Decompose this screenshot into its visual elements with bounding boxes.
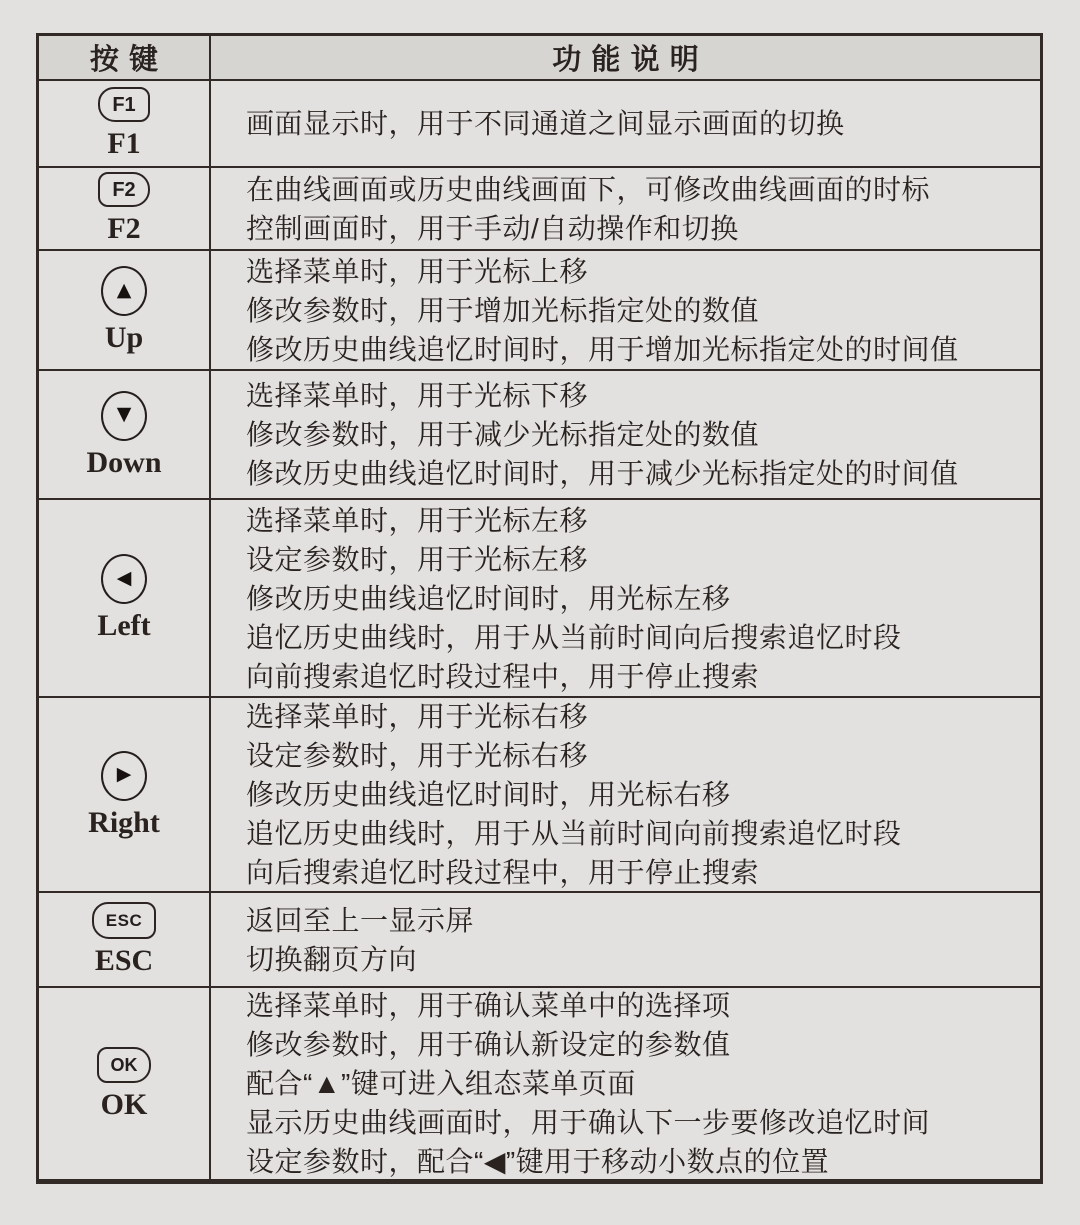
header-cell-key	[39, 36, 211, 79]
f2-key-cell	[39, 168, 211, 249]
table-row-f1	[39, 79, 1040, 166]
f2-keycap-icon	[98, 172, 150, 207]
up-key-label: Up	[104, 321, 144, 354]
table-row-down	[39, 369, 1040, 498]
right-description-cell	[211, 698, 1040, 891]
table-row-ok	[39, 986, 1040, 1179]
right-arrow-key-icon	[101, 751, 147, 801]
ok-key-cell	[39, 988, 211, 1179]
table-row-left	[39, 498, 1040, 696]
f2-keycap-text: F2	[112, 178, 136, 201]
esc-keycap-icon	[92, 902, 156, 939]
left-key-label: Left	[97, 609, 151, 642]
description-line: 控制画面时，用于手动/自动操作和切换	[246, 212, 739, 244]
ok-keycap-icon	[97, 1047, 151, 1083]
left-key-cell	[39, 500, 211, 696]
description-line: 选择菜单时，用于光标上移	[246, 255, 589, 287]
down-key-cell	[39, 371, 211, 498]
left-description-cell	[211, 500, 1040, 696]
description-line: 修改参数时，用于确认新设定的参数值	[246, 1029, 731, 1060]
f1-keycap-text: F1	[112, 93, 136, 116]
description-line: 追忆历史曲线时，用于从当前时间向前搜索追忆时段	[246, 818, 902, 849]
down-arrow-key-icon	[101, 391, 147, 441]
table-row-esc	[39, 891, 1040, 986]
description-line: 显示历史曲线画面时，用于确认下一步要修改追忆时间	[246, 1107, 931, 1138]
description-line: 选择菜单时，用于光标下移	[246, 380, 589, 411]
esc-key-cell	[39, 893, 211, 986]
f1-keycap-icon	[98, 87, 150, 122]
esc-key-label: ESC	[94, 944, 154, 977]
description-line: 设定参数时，用于光标右移	[246, 740, 589, 771]
ok-description-cell	[211, 988, 1040, 1179]
description-line: 选择菜单时，用于光标左移	[246, 504, 589, 536]
table-row-right	[39, 696, 1040, 891]
description-line: 返回至上一显示屏	[246, 904, 475, 936]
left-triangle-glyph: ◀	[116, 566, 132, 589]
f2-key-label: F2	[107, 212, 141, 245]
table-header-row	[39, 36, 1040, 79]
description-line: 画面显示时，用于不同通道之间显示画面的切换	[246, 108, 845, 139]
description-line: 设定参数时，用于光标左移	[246, 543, 589, 575]
table-row-f2	[39, 166, 1040, 249]
right-key-label: Right	[88, 805, 160, 839]
description-line: 修改历史曲线追忆时间时，用于增加光标指定处的时间值	[246, 333, 959, 365]
description-line: 修改历史曲线追忆时间时，用于减少光标指定处的时间值	[246, 458, 959, 489]
down-description-cell	[211, 371, 1040, 498]
header-label-function: 功能说明	[552, 44, 709, 76]
description-line: 选择菜单时，用于光标右移	[246, 701, 589, 732]
description-line: 设定参数时，配合“◀”键用于移动小数点的位置	[246, 1146, 830, 1177]
description-line: 切换翻页方向	[246, 943, 418, 975]
ok-keycap-text: OK	[110, 1054, 138, 1075]
description-line: 在曲线画面或历史曲线画面下，可修改曲线画面的时标	[246, 173, 931, 205]
description-line: 追忆历史曲线时，用于从当前时间向后搜索追忆时段	[246, 621, 902, 653]
esc-keycap-text: ESC	[105, 911, 143, 930]
header-label-key: 按键	[89, 44, 169, 76]
header-cell-function	[211, 36, 1040, 79]
down-key-label: Down	[86, 445, 162, 479]
table-row-up	[39, 249, 1040, 369]
description-line: 修改历史曲线追忆时间时，用光标左移	[246, 582, 731, 614]
f1-key-label: F1	[107, 127, 141, 160]
f1-key-cell	[39, 81, 211, 166]
up-key-cell	[39, 251, 211, 369]
description-line: 修改历史曲线追忆时间时，用光标右移	[246, 779, 731, 810]
left-arrow-key-icon	[101, 554, 147, 604]
f2-description-cell	[211, 168, 1040, 249]
right-triangle-glyph: ▶	[116, 763, 132, 785]
up-arrow-key-icon	[101, 266, 147, 316]
ok-key-label: OK	[100, 1087, 148, 1121]
description-line: 配合“▲”键可进入组态菜单页面	[246, 1068, 636, 1099]
description-line: 向后搜索追忆时段过程中，用于停止搜索	[246, 857, 760, 888]
description-line: 修改参数时，用于增加光标指定处的数值	[246, 294, 760, 326]
up-description-cell	[211, 251, 1040, 369]
f1-description-cell	[211, 81, 1040, 166]
description-line: 选择菜单时，用于确认菜单中的选择项	[246, 990, 731, 1021]
description-line: 向前搜索追忆时段过程中，用于停止搜索	[246, 660, 760, 692]
down-triangle-glyph: ▼	[116, 403, 132, 425]
right-key-cell	[39, 698, 211, 891]
description-line: 修改参数时，用于减少光标指定处的数值	[246, 419, 760, 450]
key-function-table	[36, 33, 1043, 1184]
up-triangle-glyph: ▲	[116, 278, 132, 301]
esc-description-cell	[211, 893, 1040, 986]
